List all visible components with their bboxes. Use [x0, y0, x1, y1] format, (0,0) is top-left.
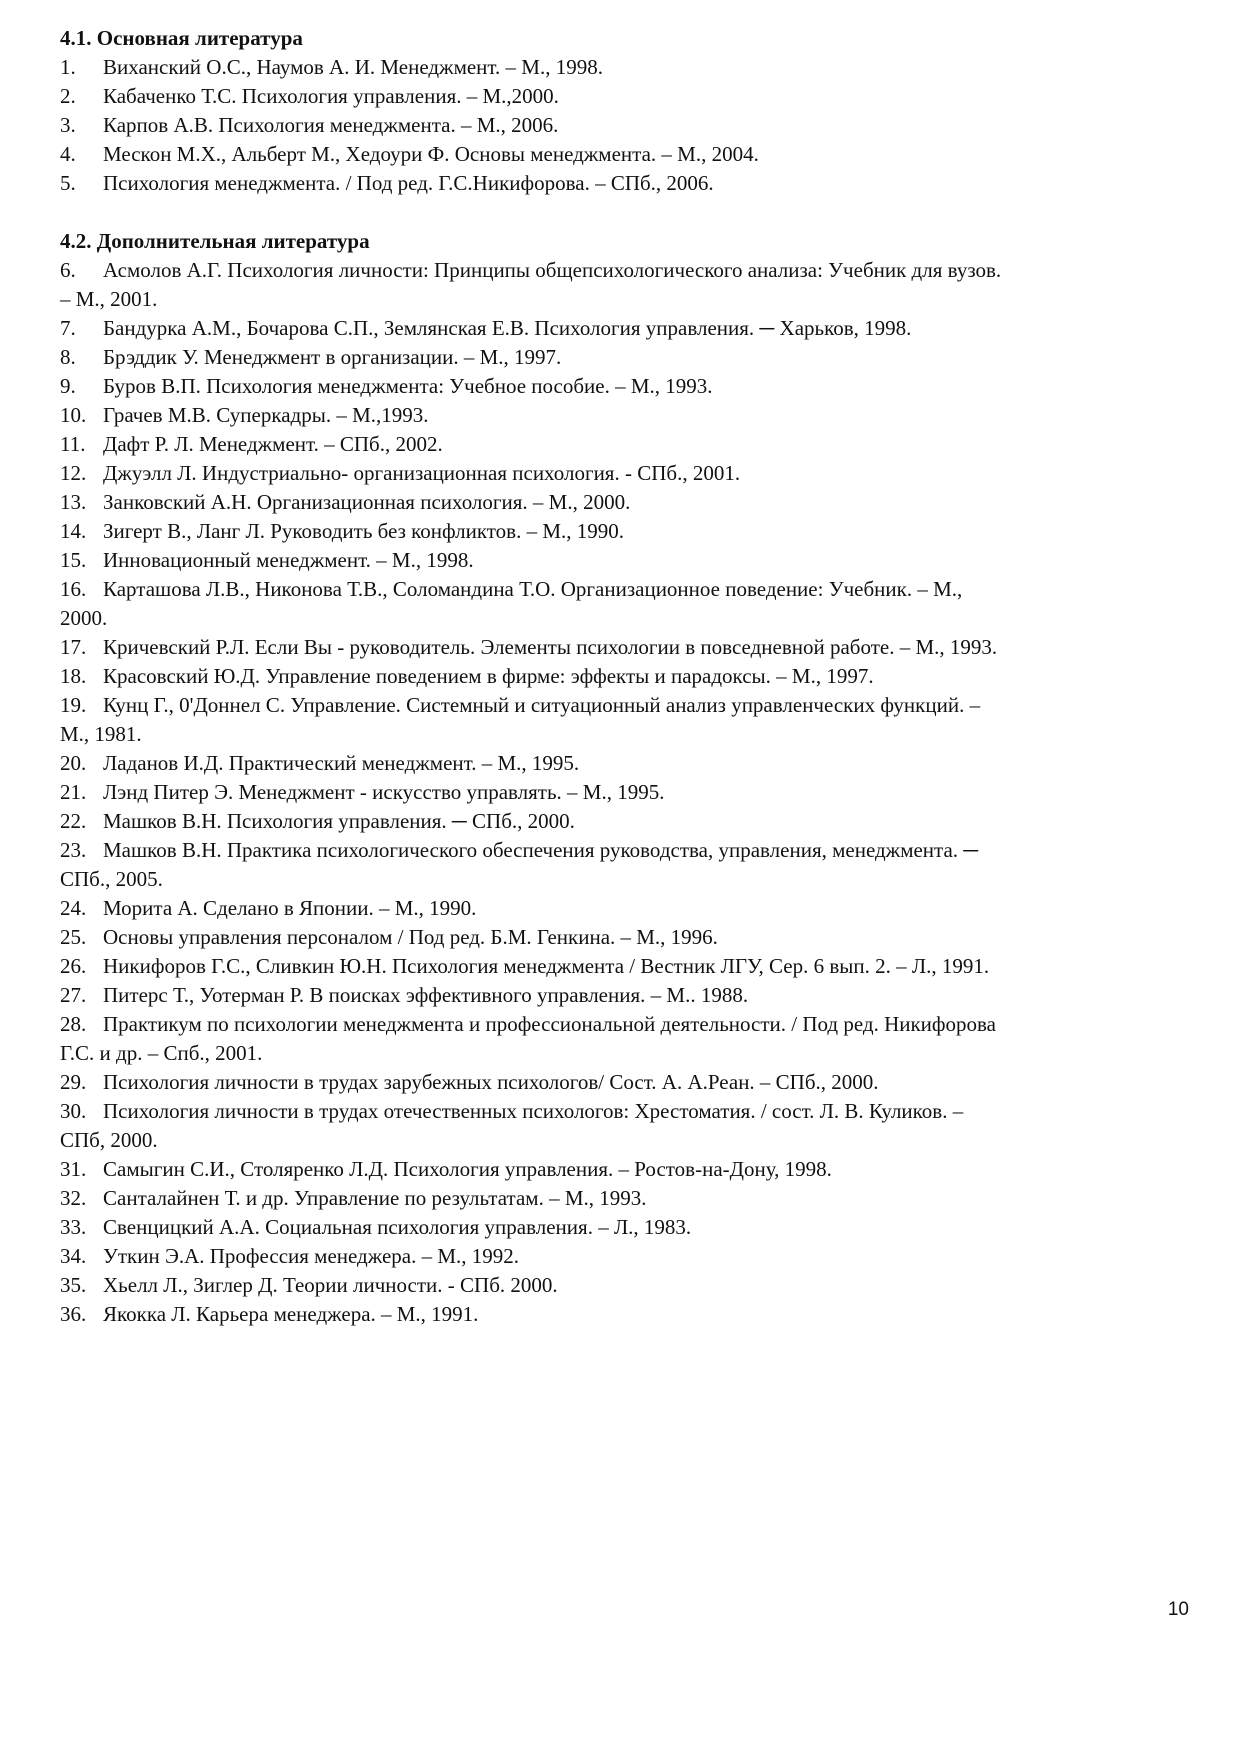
reference-list-item [60, 749, 1185, 778]
reference-list-item [60, 662, 1185, 691]
reference-number: 28. [60, 1012, 87, 1036]
reference-list-item [60, 691, 1185, 720]
reference-list-item [60, 981, 1185, 1010]
reference-number: 31. [60, 1157, 87, 1181]
reference-text: Ладанов И.Д. Практический менеджмент. – М., 1995. [103, 751, 580, 775]
reference-number: 34. [60, 1244, 87, 1268]
reference-number: 20. [60, 751, 87, 775]
reference-number: 3. [60, 113, 76, 137]
reference-list-item [60, 1242, 1185, 1271]
reference-number: 4. [60, 142, 76, 166]
reference-text: Дафт Р. Л. Менеджмент. – СПб., 2002. [103, 432, 443, 456]
reference-text: Буров В.П. Психология менеджмента: Учебное пособие. – М., 1993. [103, 374, 713, 398]
reference-list-item [60, 1010, 1185, 1039]
reference-number: 12. [60, 461, 87, 485]
reference-text: Морита А. Сделано в Японии. – М., 1990. [103, 896, 477, 920]
reference-text: Асмолов А.Г. Психология личности: Принципы общепсихологического анализа: Учебник для вузов. [103, 258, 1002, 282]
reference-list-item [60, 1068, 1185, 1097]
reference-number: 25. [60, 925, 87, 949]
reference-text: Лэнд Питер Э. Менеджмент - искусство управлять. – М., 1995. [103, 780, 665, 804]
reference-number: 19. [60, 693, 87, 717]
reference-list-item [60, 256, 1185, 285]
additional-literature-list [60, 256, 1185, 1329]
reference-text: Инновационный менеджмент. – М., 1998. [103, 548, 474, 572]
reference-list-item [60, 488, 1185, 517]
reference-text: Занковский А.Н. Организационная психология. – М., 2000. [103, 490, 631, 514]
reference-number: 6. [60, 258, 76, 282]
reference-text: Зигерт В., Ланг Л. Руководить без конфликтов. – М., 1990. [103, 519, 625, 543]
reference-list-item [60, 82, 1185, 111]
reference-number: 9. [60, 374, 76, 398]
reference-list-item [60, 807, 1185, 836]
page-number: 10 [1167, 1599, 1189, 1620]
reference-number: 17. [60, 635, 87, 659]
reference-list-item [60, 1097, 1185, 1126]
reference-continuation: Г.С. и др. – Спб., 2001. [60, 1041, 263, 1065]
reference-list-item [60, 546, 1185, 575]
reference-text: Машков В.Н. Практика психологического обеспечения руководства, управления, менеджмента. ─ [103, 838, 979, 862]
reference-text: Никифоров Г.С., Сливкин Ю.Н. Психология менеджмента / Вестник ЛГУ, Сер. 6 вып. 2. – Л., 1991. [103, 954, 990, 978]
reference-text: Основы управления персоналом / Под ред. Б.М. Генкина. – М., 1996. [103, 925, 718, 949]
reference-number: 32. [60, 1186, 87, 1210]
reference-text: Уткин Э.А. Профессия менеджера. – М., 1992. [103, 1244, 520, 1268]
reference-list-item [60, 343, 1185, 372]
document-page [60, 24, 1185, 1329]
reference-number: 30. [60, 1099, 87, 1123]
reference-text: Практикум по психологии менеджмента и профессиональной деятельности. / Под ред. Никифорова [103, 1012, 996, 1036]
reference-number: 36. [60, 1302, 87, 1326]
reference-number: 27. [60, 983, 87, 1007]
reference-number: 22. [60, 809, 87, 833]
reference-list-item [60, 633, 1185, 662]
reference-number: 11. [60, 432, 86, 456]
reference-number: 16. [60, 577, 87, 601]
reference-number: 21. [60, 780, 87, 804]
main-literature-heading: 4.1. Основная литература [60, 26, 303, 50]
reference-text: Кричевский Р.Л. Если Вы - руководитель. Элементы психологии в повседневной работе. – М., 1993. [103, 635, 998, 659]
reference-text: Бандурка А.М., Бочарова С.П., Землянская Е.В. Психология управления. ─ Харьков, 1998. [103, 316, 912, 340]
reference-text: Карпов А.В. Психология менеджмента. – М., 2006. [103, 113, 559, 137]
reference-list-item [60, 1300, 1185, 1329]
reference-list-item [60, 836, 1185, 865]
reference-list-item [60, 372, 1185, 401]
reference-continuation: СПб, 2000. [60, 1128, 158, 1152]
reference-text: Брэддик У. Менеджмент в организации. – М., 1997. [103, 345, 562, 369]
reference-text: Виханский О.С., Наумов А. И. Менеджмент. – М., 1998. [103, 55, 603, 79]
reference-continuation: М., 1981. [60, 722, 142, 746]
reference-list-item [60, 778, 1185, 807]
reference-text: Машков В.Н. Психология управления. ─ СПб., 2000. [103, 809, 575, 833]
reference-list-item [60, 430, 1185, 459]
reference-text: Грачев М.В. Суперкадры. – М.,1993. [103, 403, 429, 427]
reference-text: Психология личности в трудах зарубежных психологов/ Сост. А. А.Реан. – СПб., 2000. [103, 1070, 879, 1094]
reference-number: 2. [60, 84, 76, 108]
reference-number: 15. [60, 548, 87, 572]
reference-text: Психология менеджмента. / Под ред. Г.С.Никифорова. – СПб., 2006. [103, 171, 714, 195]
reference-text: Карташова Л.В., Никонова Т.В., Соломандина Т.О. Организационное поведение: Учебник. – М., [103, 577, 963, 601]
reference-number: 14. [60, 519, 87, 543]
reference-number: 26. [60, 954, 87, 978]
reference-number: 23. [60, 838, 87, 862]
reference-text: Питерс Т., Уотерман Р. В поисках эффективного управления. – М.. 1988. [103, 983, 749, 1007]
reference-list-item [60, 314, 1185, 343]
reference-list-item [60, 459, 1185, 488]
reference-number: 29. [60, 1070, 87, 1094]
reference-list-item [60, 894, 1185, 923]
reference-list-item [60, 923, 1185, 952]
main-literature-list [60, 53, 1185, 198]
reference-list-item [60, 140, 1185, 169]
reference-continuation: СПб., 2005. [60, 867, 163, 891]
reference-list-item [60, 401, 1185, 430]
reference-number: 35. [60, 1273, 87, 1297]
reference-list-item [60, 952, 1185, 981]
additional-literature-heading: 4.2. Дополнительная литература [60, 229, 370, 253]
reference-list-item [60, 111, 1185, 140]
reference-text: Кунц Г., 0'Доннел С. Управление. Системный и ситуационный анализ управленческих функций. – [103, 693, 981, 717]
reference-continuation: 2000. [60, 606, 108, 630]
reference-text: Кабаченко Т.С. Психология управления. – М.,2000. [103, 84, 559, 108]
reference-list-item [60, 1184, 1185, 1213]
reference-text: Якокка Л. Карьера менеджера. – М., 1991. [103, 1302, 479, 1326]
reference-text: Джуэлл Л. Индустриально- организационная психология. - СПб., 2001. [103, 461, 741, 485]
reference-number: 13. [60, 490, 87, 514]
reference-number: 5. [60, 171, 76, 195]
reference-number: 18. [60, 664, 87, 688]
reference-number: 24. [60, 896, 87, 920]
reference-number: 1. [60, 55, 76, 79]
reference-text: Красовский Ю.Д. Управление поведением в фирме: эффекты и парадоксы. – М., 1997. [103, 664, 874, 688]
reference-text: Санталайнен Т. и др. Управление по результатам. – М., 1993. [103, 1186, 647, 1210]
reference-number: 8. [60, 345, 76, 369]
reference-list-item [60, 1155, 1185, 1184]
reference-list-item [60, 53, 1185, 82]
reference-number: 10. [60, 403, 87, 427]
reference-text: Свенцицкий А.А. Социальная психология управления. – Л., 1983. [103, 1215, 692, 1239]
reference-text: Мескон М.Х., Альберт М., Хедоури Ф. Основы менеджмента. – М., 2004. [103, 142, 759, 166]
reference-number: 33. [60, 1215, 87, 1239]
reference-list-item [60, 517, 1185, 546]
reference-list-item [60, 575, 1185, 604]
reference-continuation: – М., 2001. [60, 287, 158, 311]
reference-text: Самыгин С.И., Столяренко Л.Д. Психология управления. – Ростов-на-Дону, 1998. [103, 1157, 832, 1181]
reference-text: Психология личности в трудах отечественных психологов: Хрестоматия. / сост. Л. В. Куликов. – [103, 1099, 964, 1123]
section-gap [60, 198, 1185, 227]
reference-number: 7. [60, 316, 76, 340]
reference-list-item [60, 1271, 1185, 1300]
reference-text: Хьелл Л., Зиглер Д. Теории личности. - СПб. 2000. [103, 1273, 558, 1297]
reference-list-item [60, 1213, 1185, 1242]
reference-list-item [60, 169, 1185, 198]
